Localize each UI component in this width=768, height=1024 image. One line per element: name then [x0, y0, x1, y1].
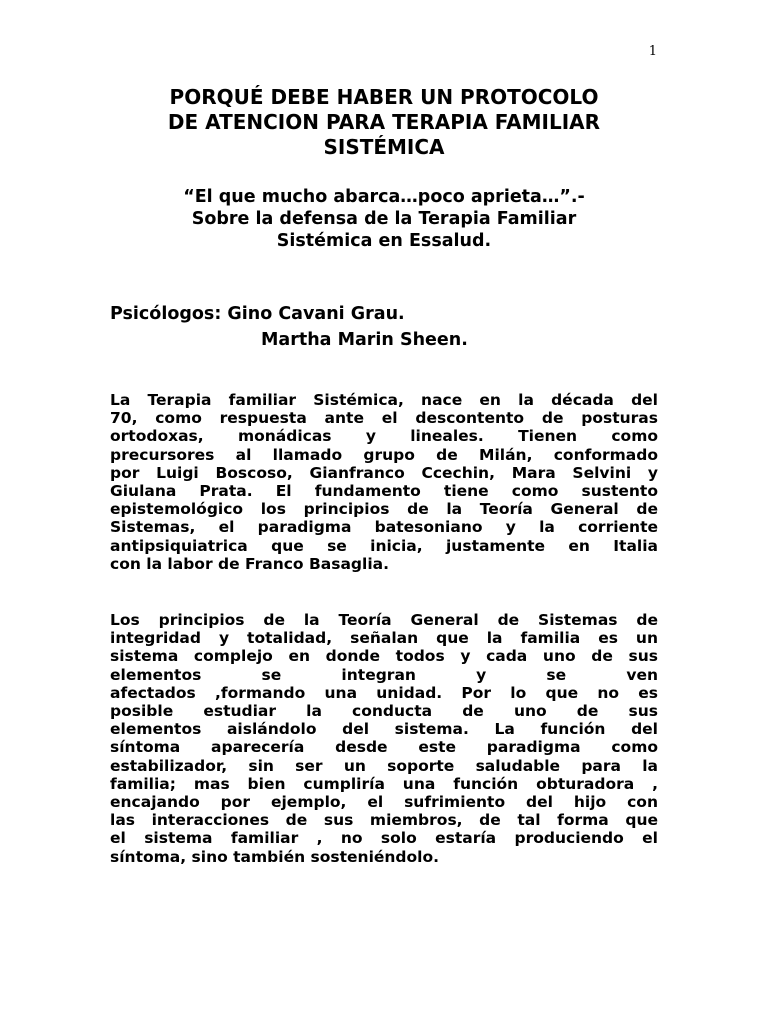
paragraph-line: La Terapia familiar Sistémica, nace en la década del: [110, 391, 658, 409]
paragraph-line: por Luigi Boscoso, Gianfranco Ccechin, Mara Selvini y: [110, 463, 658, 482]
paragraph-line: Sistemas, el paradigma batesoniano y la corriente: [110, 518, 658, 537]
title-line: SISTÉMICA: [323, 135, 445, 159]
authors-label-line: Psicólogos: Gino Cavani Grau.: [110, 304, 405, 324]
paragraph-line: antipsiquiatrica que se inicia, justamente en Italia: [110, 536, 658, 555]
title-line: PORQUÉ DEBE HABER UN PROTOCOLO: [169, 85, 599, 109]
authors-block: [110, 301, 658, 353]
paragraph-line: encajando por ejemplo, el sufrimiento del hijo con: [110, 793, 658, 812]
document-subtitle: [110, 186, 658, 252]
document-title: [110, 85, 658, 160]
subtitle-line: “El que mucho abarca…poco aprieta…”.-: [183, 187, 585, 207]
paragraph-line: 70, como respuesta ante el descontento de posturas: [110, 409, 658, 428]
subtitle-line: Sobre la defensa de la Terapia Familiar: [191, 209, 577, 229]
authors-second-line: Martha Marin Sheen.: [261, 330, 468, 350]
paragraph-line: epistemológico los principios de la Teoría General de: [110, 500, 658, 519]
paragraph-line: integridad y totalidad, señalan que la familia es un: [110, 629, 658, 648]
paragraph-line: el sistema familiar , no solo estaría produciendo el: [110, 829, 658, 848]
page-number: 1: [648, 44, 657, 59]
paragraph-line: posible estudiar la conducta de uno de sus: [110, 702, 658, 721]
subtitle-line: Sistémica en Essalud.: [276, 231, 492, 251]
paragraph-line: familia; mas bien cumpliría una función obturadora ,: [110, 774, 658, 793]
paragraph-line: ortodoxas, monádicas y lineales. Tienen como: [110, 427, 658, 446]
paragraph-principles: [110, 611, 658, 866]
paragraph-line: sistema complejo en donde todos y cada uno de sus: [110, 647, 658, 666]
paragraph-line: afectados ,formando una unidad. Por lo que no es: [110, 683, 658, 702]
paragraph-line: elementos aislándolo del sistema. La función del: [110, 720, 658, 739]
paragraph-line: síntoma aparecería desde este paradigma como: [110, 738, 658, 757]
paragraph-line: las interacciones de sus miembros, de tal forma que: [110, 811, 658, 830]
paragraph-intro: [110, 391, 658, 573]
paragraph-line: síntoma, sino también sosteniéndolo.: [110, 847, 440, 866]
title-line: DE ATENCION PARA TERAPIA FAMILIAR: [167, 110, 601, 134]
paragraph-line: estabilizador, sin ser un soporte saludable para la: [110, 756, 658, 775]
paragraph-line: Giulana Prata. El fundamento tiene como sustento: [110, 482, 658, 501]
paragraph-line: elementos se integran y se ven: [110, 665, 658, 684]
paragraph-line: Los principios de la Teoría General de Sistemas de: [110, 611, 658, 629]
paragraph-line: precursores al llamado grupo de Milán, conformado: [110, 445, 658, 464]
paragraph-line: con la labor de Franco Basaglia.: [110, 554, 389, 573]
